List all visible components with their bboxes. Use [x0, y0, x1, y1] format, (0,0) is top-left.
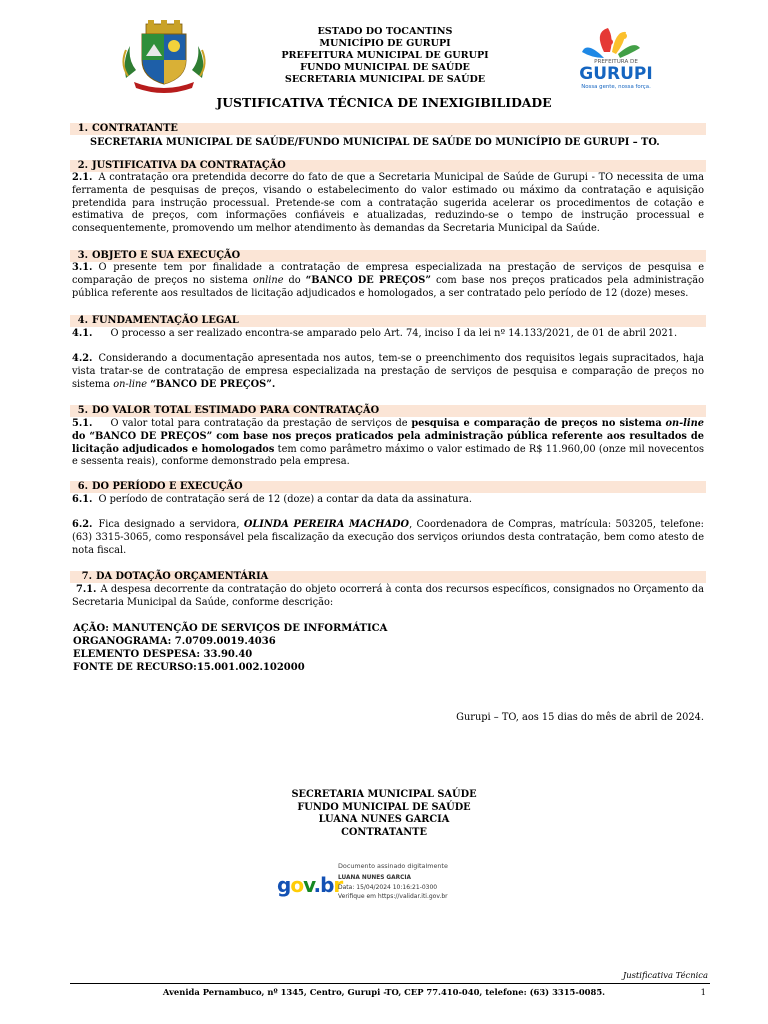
digital-title: Documento assinado digitalmente: [338, 862, 448, 870]
govbr-logo-text: gov.br: [277, 873, 343, 897]
section-header-7: [70, 571, 706, 583]
paragraph-text: Fica designado a servidora,: [98, 519, 240, 530]
section-number: 3.: [77, 250, 88, 261]
logo-name-text: GURUPI: [579, 64, 653, 84]
paragraph-text: com base nos preços praticados pela administração pública referente aos resultados de licitação adjudicados e homologados, a ser contratado pelo período de 12 (doze) meses.: [72, 274, 704, 299]
digital-date: Data: 15/04/2024 10:16:21-0300: [338, 884, 438, 891]
paragraph-text: O valor total para contratação da prestação de serviços de: [110, 418, 408, 429]
gurupi-logo: [564, 22, 668, 92]
footer-address: Avenida Pernambuco, nº 1345, Centro, Gurupi -TO, CEP 77.410-040, telefone: (63) 3315-0085.: [162, 987, 606, 997]
paragraph-text: , Coordenadora de Compras, matrícula: 503205, telefone: (63) 3315-3065, como responsável pela fiscalização da execução dos serviços oriundos desta contratação, bem como atesto de nota fiscal.: [72, 519, 704, 556]
section-header-5: [70, 405, 706, 417]
section-header-2: [70, 160, 706, 172]
paragraph-label: 2.1.: [72, 172, 93, 183]
govbr-logo: [276, 870, 343, 898]
italic-term: on-line: [113, 378, 148, 390]
section-header-4: [70, 315, 706, 327]
paragraph-4-1: [72, 328, 704, 341]
section-title: CONTRATANTE: [92, 123, 178, 134]
budget-acao: AÇÃO: MANUTENÇÃO DE SERVIÇOS DE INFORMÁTICA: [73, 623, 388, 634]
header-institution: [260, 26, 510, 86]
logo-slogan-text: Nossa gente, nossa força.: [581, 84, 651, 90]
paragraph-2-1: [72, 172, 704, 236]
section-title: FUNDAMENTAÇÃO LEGAL: [92, 315, 239, 326]
coat-of-arms-icon: [116, 20, 212, 92]
signature-line: SECRETARIA MUNICIPAL SAÚDE: [291, 789, 477, 800]
section-title: DA DOTAÇÃO ORÇAMENTÁRIA: [96, 571, 269, 582]
paragraph-label: 6.1.: [72, 494, 93, 505]
section-title: JUSTIFICATIVA DA CONTRATAÇÃO: [92, 160, 286, 171]
section-number: 4.: [77, 315, 88, 326]
section-number: 1.: [77, 123, 88, 134]
section-number: 7.: [81, 571, 92, 582]
paragraph-text: A despesa decorrente da contratação do objeto ocorrerá à conta dos recursos específicos, consignados no Orçamento da Secretaria Municipal da Saúde, conforme descrição:: [72, 584, 704, 608]
paragraph-label: 4.1.: [72, 328, 93, 339]
budget-organograma: ORGANOGRAMA: 7.0709.0019.4036: [73, 636, 276, 647]
paragraph-text: O processo a ser realizado encontra-se amparado pelo Art. 74, inciso I da lei nº 14.133/2021, de 01 de abril 2021.: [110, 328, 678, 339]
digital-signer-name: LUANA NUNES GARCIA: [338, 875, 412, 881]
budget-elemento: ELEMENTO DESPESA: 33.90.40: [73, 649, 253, 660]
section-title: DO VALOR TOTAL ESTIMADO PARA CONTRATAÇÃO: [92, 405, 380, 416]
paragraph-6-2: [72, 519, 704, 557]
logo-top-text: PREFEITURA DE: [594, 59, 638, 65]
header-line: FUNDO MUNICIPAL DE SAÚDE: [300, 62, 470, 73]
bold-term: pesquisa e comparação de preços no sistema: [411, 418, 662, 429]
bold-italic-term: on-line: [665, 418, 704, 429]
paragraph-label: 3.1.: [72, 262, 93, 273]
digital-verify-link[interactable]: Verifique em https://validar.iti.gov.br: [338, 893, 448, 900]
paragraph-4-2: [72, 353, 704, 391]
paragraph-5-1: [72, 418, 704, 469]
footer-doc-name: Justificativa Técnica: [622, 970, 708, 980]
budget-fonte: FONTE DE RECURSO:15.001.002.102000: [73, 662, 305, 673]
paragraph-label: 5.1.: [72, 418, 93, 429]
paragraph-text: Considerando a documentação apresentada nos autos, tem-se o preenchimento dos requisitos legais supracitados, haja vista tratar-se de contratação de empresa especializada na prestação de serviços de pesquisa e comparação de preços no sistema: [72, 353, 704, 390]
section-header-6: [70, 481, 706, 493]
signature-line: LUANA NUNES GARCIA: [318, 814, 450, 825]
section-title: OBJETO E SUA EXECUÇÃO: [92, 250, 241, 261]
section-title: DO PERÍODO E EXECUÇÃO: [92, 481, 243, 492]
footer-divider: [70, 983, 710, 984]
bold-term: do “BANCO DE PREÇOS” com base nos preços praticados pela administração pública referente aos resultados de licitação adjudicados e homologados: [72, 430, 704, 455]
signature-line: CONTRATANTE: [341, 826, 427, 838]
signature-line: FUNDO MUNICIPAL DE SAÚDE: [297, 801, 471, 813]
page-number: 1: [700, 987, 706, 997]
bold-term: “BANCO DE PREÇOS”: [305, 274, 432, 286]
paragraph-7-1: [72, 584, 704, 610]
paragraph-text: O período de contratação será de 12 (doze) a contar da data da assinatura.: [98, 494, 472, 505]
paragraph-text: tem como parâmetro máximo o valor estimado de R$ 11.960,00 (onze mil novecentos e sessenta reais), conforme demonstrado pela empresa.: [72, 443, 704, 468]
italic-term: online: [252, 274, 284, 286]
contratante-text: SECRETARIA MUNICIPAL DE SAÚDE/FUNDO MUNICIPAL DE SAÚDE DO MUNICÍPIO DE GURUPI – TO.: [90, 137, 660, 148]
section-number: 2.: [77, 160, 88, 171]
paragraph-label: 4.2.: [72, 353, 93, 364]
bold-italic-term: OLINDA PEREIRA MACHADO: [243, 519, 410, 530]
paragraph-label: 7.1.: [76, 584, 97, 595]
paragraph-6-1: [72, 494, 704, 507]
header-line: ESTADO DO TOCANTINS: [317, 26, 453, 37]
section-number: 6.: [77, 481, 88, 492]
paragraph-text: do: [288, 274, 301, 286]
header-line: PREFEITURA MUNICIPAL DE GURUPI: [281, 50, 489, 61]
section-number: 5.: [77, 405, 88, 416]
budget-details: [73, 622, 387, 674]
paragraph-text: A contratação ora pretendida decorre do fato de que a Secretaria Municipal de Saúde de Gurupi - TO necessita de uma ferramenta de pesquisas de preços, visando o estabelecimento do valor estimado ou máximo da contratação e aquisição pretendida para instrução processual. Pretende-se com a contratação sugerida acelerar os procedimentos de cotação e estimativa de preços, com informações confiáveis e atualizadas, reduzindo-se o tempo de instrução processual e consequentemente, promovendo um melhor atendimento às demandas da Secretaria Municipal da Saúde.: [72, 172, 704, 235]
place-date: Gurupi – TO, aos 15 dias do mês de abril de 2024.: [456, 712, 704, 723]
bold-term: “BANCO DE PREÇOS”.: [150, 378, 276, 390]
header-line: SECRETARIA MUNICIPAL DE SAÚDE: [284, 74, 486, 85]
section-header-3: [70, 250, 706, 262]
signature-block: [0, 789, 768, 839]
section-header-1: [70, 123, 706, 135]
digital-signature-info: [338, 862, 448, 901]
paragraph-3-1: [72, 262, 704, 300]
paragraph-label: 6.2.: [72, 519, 93, 530]
paragraph-text: O presente tem por finalidade a contratação de empresa especializada na prestação de serviços de pesquisa e comparação de preços no sistema: [72, 262, 704, 286]
header-line: MUNICÍPIO DE GURUPI: [319, 38, 451, 49]
document-title: JUSTIFICATIVA TÉCNICA DE INEXIGIBILIDADE: [216, 95, 552, 110]
